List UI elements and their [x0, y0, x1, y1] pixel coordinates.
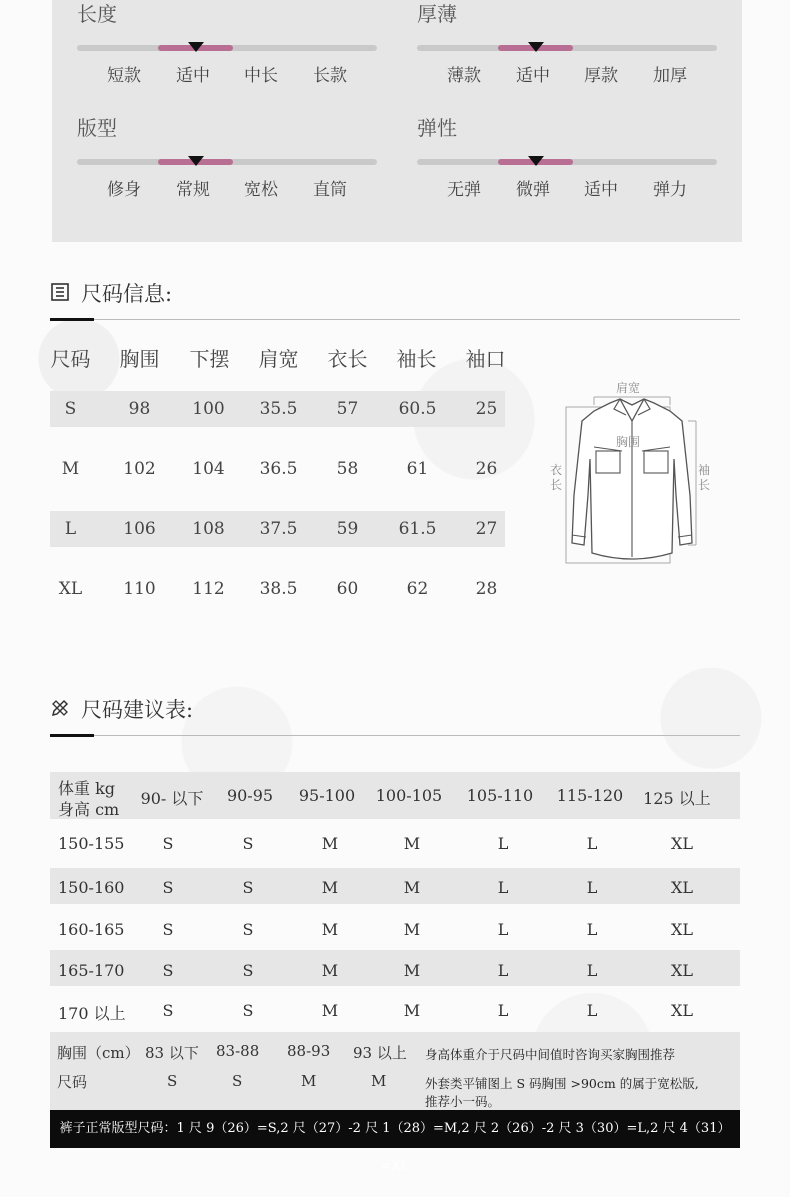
table-cell: 59: [336, 519, 359, 539]
table-cell: L: [586, 878, 598, 897]
column-header: 90-95: [226, 786, 274, 805]
table-cell: 100: [192, 399, 225, 419]
table-cell: M: [321, 961, 339, 980]
divider-accent: [50, 318, 94, 321]
table-cell: 62: [406, 579, 429, 599]
table-cell: L: [497, 961, 509, 980]
column-header: 衣长: [327, 347, 368, 371]
table-cell: 60: [336, 579, 359, 599]
table-cell: S: [64, 399, 77, 419]
bust-size: M: [301, 1072, 317, 1090]
table-cell: M: [403, 1001, 421, 1020]
divider-accent: [50, 734, 94, 737]
attribute-option: 薄款: [447, 66, 481, 86]
row-height-label: 160-165: [58, 920, 125, 939]
corner-height-label: 身高 cm: [58, 800, 120, 819]
diagram-label-length: 衣长: [550, 463, 563, 492]
attribute-elasticity: [417, 112, 717, 212]
attribute-option: 微弹: [516, 180, 550, 200]
attribute-option: 直筒: [313, 180, 347, 200]
column-header: 95-100: [298, 786, 356, 805]
table-cell: L: [497, 920, 509, 939]
column-header: 100-105: [375, 786, 443, 805]
attribute-marker-icon: [528, 42, 544, 52]
table-cell: S: [162, 920, 174, 939]
table-cell: 104: [192, 459, 225, 479]
attribute-option: 适中: [516, 66, 550, 86]
table-cell: M: [403, 920, 421, 939]
table-cell: 102: [123, 459, 156, 479]
attribute-marker-icon: [528, 156, 544, 166]
table-cell: 58: [336, 459, 359, 479]
table-cell: S: [242, 961, 254, 980]
column-header: 115-120: [556, 786, 624, 805]
bust-value: 93 以上: [353, 1044, 407, 1062]
bust-size: S: [232, 1072, 243, 1090]
column-header: 90- 以下: [140, 789, 204, 808]
table-cell: L: [586, 961, 598, 980]
bust-size: M: [371, 1072, 387, 1090]
row-height-label: 150-155: [58, 834, 125, 853]
column-header: 袖口: [465, 347, 506, 371]
table-cell: M: [321, 878, 339, 897]
attribute-option: 短款: [107, 66, 141, 86]
bust-size-label: 尺码: [57, 1073, 88, 1091]
table-cell: L: [497, 1001, 509, 1020]
attribute-option: 无弹: [447, 180, 481, 200]
column-header: 125 以上: [643, 789, 711, 808]
table-cell: S: [162, 834, 174, 853]
table-cell: S: [242, 1001, 254, 1020]
section-title: 尺码信息:: [81, 282, 173, 306]
attribute-option: 加厚: [653, 66, 687, 86]
pants-size-note: 裤子正常版型尺码：1 尺 9（26）=S,2 尺（27）-2 尺 1（28）=M,2 尺 2（26）-2 尺 3（30）=L,2 尺 4（31）=XL: [50, 1110, 740, 1148]
attribute-title: 弹性: [417, 116, 457, 140]
row-height-label: 170 以上: [58, 1004, 126, 1023]
attribute-fit: [77, 112, 377, 212]
table-cell: 28: [475, 579, 498, 599]
diagram-label-sleeve: 袖长: [698, 463, 711, 492]
table-cell: XL: [670, 920, 693, 939]
column-header: 105-110: [466, 786, 534, 805]
table-cell: M: [403, 878, 421, 897]
row-height-label: 165-170: [58, 961, 125, 980]
table-cell: 25: [475, 399, 498, 419]
pencil-ruler-icon: [50, 698, 70, 718]
attribute-title: 版型: [77, 116, 117, 140]
table-cell: 108: [192, 519, 225, 539]
table-cell: S: [162, 961, 174, 980]
attribute-option: 宽松: [244, 180, 278, 200]
table-cell: L: [586, 920, 598, 939]
table-cell: L: [586, 834, 598, 853]
table-cell: 110: [123, 579, 156, 599]
table-cell: M: [61, 459, 80, 479]
table-cell: XL: [58, 579, 83, 599]
table-cell: L: [586, 1001, 598, 1020]
table-cell: S: [162, 1001, 174, 1020]
table-cell: 36.5: [259, 459, 298, 479]
bust-label: 胸围（cm）: [57, 1044, 140, 1062]
table-cell: 106: [123, 519, 156, 539]
diagram-label-chest: 胸围: [616, 435, 641, 449]
attribute-panel: [52, 0, 742, 242]
table-cell: XL: [670, 961, 693, 980]
shirt-measurement-diagram: [548, 375, 716, 570]
table-cell: S: [162, 878, 174, 897]
note-text: 外套类平铺图上 S 码胸围 >90cm 的属于宽松版,: [425, 1076, 699, 1091]
attribute-option: 适中: [584, 180, 618, 200]
attribute-marker-icon: [188, 42, 204, 52]
divider: [50, 319, 740, 320]
attribute-option: 常规: [176, 180, 210, 200]
bust-value: 83 以下: [145, 1044, 199, 1062]
table-cell: M: [403, 961, 421, 980]
table-cell: M: [403, 834, 421, 853]
bust-size: S: [167, 1072, 178, 1090]
table-cell: M: [321, 920, 339, 939]
table-cell: 26: [475, 459, 498, 479]
attribute-marker-icon: [188, 156, 204, 166]
document-list-icon: [50, 282, 70, 302]
column-header: 下摆: [189, 347, 230, 371]
table-cell: 60.5: [398, 399, 437, 419]
table-cell: 37.5: [259, 519, 298, 539]
table-cell: 38.5: [259, 579, 298, 599]
attribute-option: 修身: [107, 180, 141, 200]
section-title: 尺码建议表:: [81, 698, 194, 722]
divider: [50, 735, 740, 736]
bust-value: 88-93: [287, 1042, 331, 1060]
table-cell: 27: [475, 519, 498, 539]
table-cell: M: [321, 1001, 339, 1020]
diagram-label-shoulder: 肩宽: [616, 381, 641, 395]
table-cell: 57: [336, 399, 359, 419]
size-info-heading: [50, 270, 740, 320]
table-cell: 112: [192, 579, 225, 599]
attribute-option: 长款: [313, 66, 347, 86]
bust-value: 83-88: [216, 1042, 260, 1060]
column-header: 胸围: [119, 347, 160, 371]
note-text: 身高体重介于尺码中间值时咨询买家胸围推荐: [425, 1047, 676, 1062]
attribute-title: 厚薄: [417, 2, 457, 26]
table-cell: L: [497, 834, 509, 853]
attribute-option: 适中: [176, 66, 210, 86]
attribute-thickness: [417, 0, 717, 98]
column-header: 肩宽: [258, 347, 299, 371]
table-cell: 61.5: [398, 519, 437, 539]
column-header: 尺码: [50, 347, 91, 371]
row-height-label: 150-160: [58, 878, 125, 897]
attribute-length: [77, 0, 377, 98]
bust-size-box: [50, 1032, 740, 1110]
table-cell: 61: [406, 459, 429, 479]
table-cell: M: [321, 834, 339, 853]
column-header: 袖长: [396, 347, 437, 371]
table-cell: XL: [670, 1001, 693, 1020]
table-cell: L: [64, 519, 77, 539]
table-cell: XL: [670, 878, 693, 897]
table-cell: XL: [670, 834, 693, 853]
table-cell: S: [242, 834, 254, 853]
size-recommend-heading: [50, 686, 740, 736]
table-cell: L: [497, 878, 509, 897]
note-text: 推荐小一码。: [425, 1094, 501, 1109]
table-cell: S: [242, 878, 254, 897]
shirt-icon: [548, 375, 716, 570]
attribute-option: 弹力: [653, 180, 687, 200]
attribute-option: 厚款: [584, 66, 618, 86]
corner-weight-label: 体重 kg: [58, 779, 116, 798]
table-cell: S: [242, 920, 254, 939]
table-cell: 98: [128, 399, 151, 419]
table-cell: 35.5: [259, 399, 298, 419]
attribute-option: 中长: [244, 66, 278, 86]
attribute-title: 长度: [77, 2, 117, 26]
